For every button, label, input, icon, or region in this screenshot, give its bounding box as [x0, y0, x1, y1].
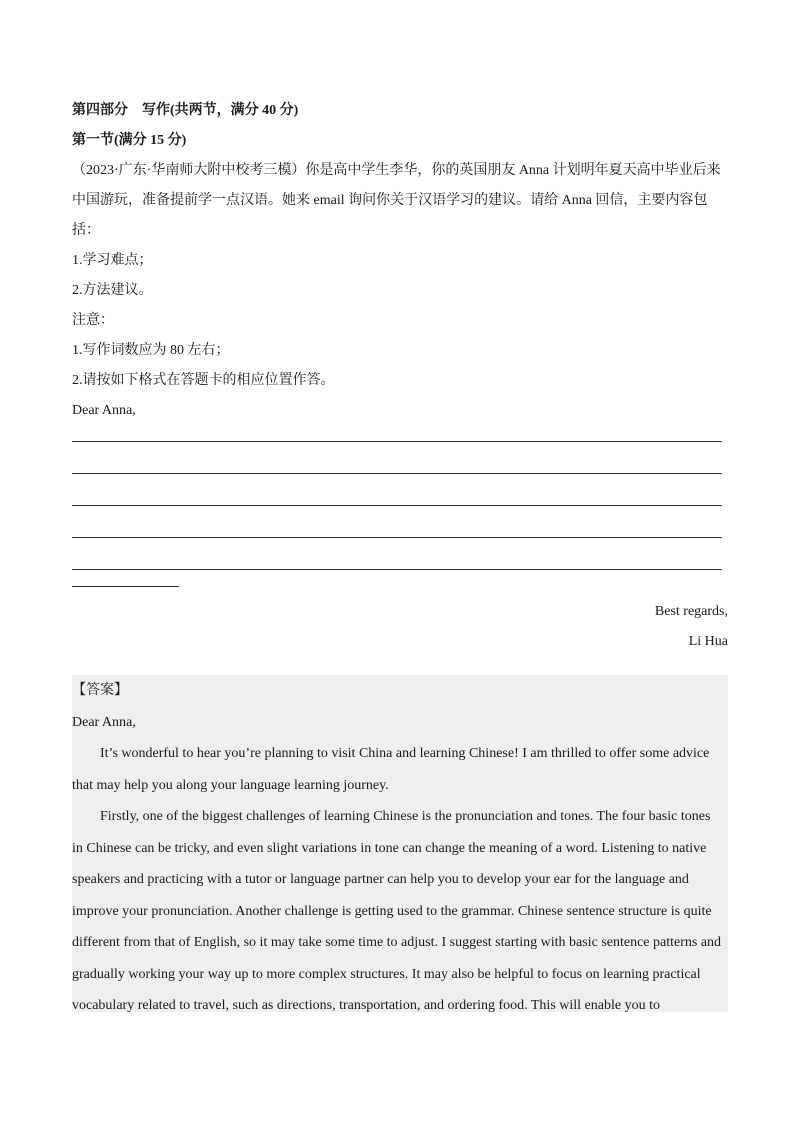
answer-salutation: Dear Anna,	[72, 714, 136, 730]
answer-line: It’s wonderful to hear you’re planning to visit China and learning Chinese! I am thrilled to offer some advice	[100, 746, 710, 761]
answer-line: speakers and practicing with a tutor or language partner can help you to develop your ear for the language and	[72, 872, 689, 887]
writing-line[interactable]	[72, 442, 722, 474]
answer-line: Firstly, one of the biggest challenges of learning Chinese is the pronunciation and tones. The four basic tones	[100, 809, 711, 824]
answer-line: improve your pronunciation. Another challenge is getting used to the grammar. Chinese sentence structure is quite	[72, 903, 712, 919]
notes-label: 注意：	[72, 313, 114, 328]
answer-line: that may help you along your language learning journey.	[72, 777, 389, 793]
answer-line: vocabulary related to travel, such as directions, transportation, and ordering food. This will enable you to	[72, 998, 660, 1013]
answer-block	[72, 675, 728, 1012]
salutation: Dear Anna,	[72, 403, 136, 418]
prompt-line: 中国游玩，准备提前学一点汉语。她来 email 询问你关于汉语学习的建议。请给 Anna 回信，主要内容包	[72, 193, 708, 208]
closing: Best regards,	[654, 604, 728, 619]
writing-area[interactable]	[72, 410, 728, 587]
answer-line: different from that of English, so it may take some time to adjust. I suggest starting with basic sentence patterns and	[72, 935, 722, 950]
note-item: 1.写作词数应为 80 左右；	[72, 343, 230, 358]
question-block	[72, 96, 728, 657]
point-item: 1.学习难点；	[72, 253, 153, 268]
section-title: 第四部分 写作(共两节，满分 40 分)	[72, 103, 299, 118]
note-item: 2.请按如下格式在答题卡的相应位置作答。	[72, 373, 335, 388]
subsection-title: 第一节(满分 15 分)	[72, 133, 187, 148]
writing-line[interactable]	[72, 538, 722, 570]
signature: Li Hua	[688, 634, 728, 649]
writing-line[interactable]	[72, 410, 722, 442]
writing-line[interactable]	[72, 474, 722, 506]
answer-line: in Chinese can be tricky, and even slight variations in tone can change the meaning of a word. Listening to native	[72, 840, 707, 856]
prompt-line: （2023·广东·华南师大附中校考三模）你是高中学生李华，你的英国朋友 Anna 计划明年夏天高中毕业后来	[72, 163, 721, 178]
point-item: 2.方法建议。	[72, 283, 153, 298]
writing-line[interactable]	[72, 506, 722, 538]
writing-line-short[interactable]	[72, 572, 179, 587]
answer-line: gradually working your way up to more complex structures. It may also be helpful to focus on learning practical	[72, 966, 701, 982]
prompt-line: 括：	[72, 223, 100, 238]
answer-label: 【答案】	[72, 683, 128, 698]
